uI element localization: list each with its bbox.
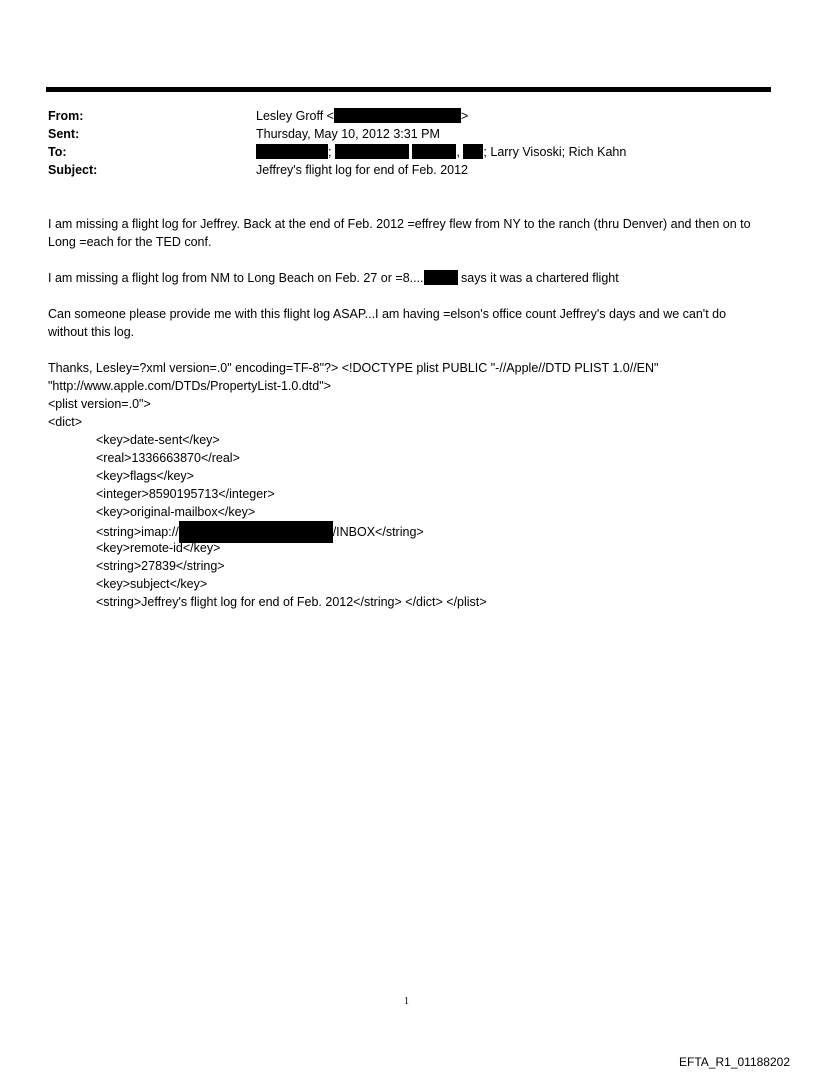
redaction-box <box>256 144 328 159</box>
xml-line: <real>1336663870</real> <box>96 451 240 465</box>
xml-line: <key>subject</key> <box>96 577 208 591</box>
document-id: EFTA_R1_01188202 <box>679 1055 790 1069</box>
body-paragraph-2-start: I am missing a flight log from NM to Long Beach on Feb. 27 or =8.... <box>48 271 424 285</box>
redaction-box <box>463 144 483 159</box>
xml-line-remote-id <box>96 539 220 557</box>
body-paragraph-2-end: says it was a chartered flight <box>457 271 619 285</box>
redaction-box <box>412 144 456 159</box>
body-paragraph-1: I am missing a flight log for Jeffrey. Back at the end of Feb. 2012 =effrey flew from NY to the ranch (thru Denver) and then on to Long =each for the TED conf. <box>48 217 751 249</box>
xml-remote-id-start: <key>remote-id <box>96 541 183 555</box>
body-paragraph-2 <box>48 269 768 287</box>
xml-line: <string>Jeffrey's flight log for end of Feb. 2012</string> </dict> </plist> <box>96 595 487 609</box>
to-separator: , <box>456 145 460 159</box>
redaction-box <box>424 270 458 285</box>
xml-line: <key>date-sent</key> <box>96 433 220 447</box>
from-label: From: <box>48 109 84 123</box>
plist-open: <plist version=.0"> <box>48 397 151 411</box>
xml-remote-id-end: </key> <box>182 541 221 555</box>
to-value <box>256 143 626 161</box>
signature-xml-line-1: Thanks, Lesley=?xml version=.0" encoding=TF-8"?> <!DOCTYPE plist PUBLIC "-//Apple//DTD PLIST 1.0//EN" <box>48 361 659 375</box>
body-paragraph-3: Can someone please provide me with this flight log ASAP...I am having =elson's office count Jeffrey's days and we can't do without this log. <box>48 307 727 339</box>
xml-mailbox-end: /INBOX</string> <box>332 525 424 539</box>
header-rule <box>46 87 771 92</box>
to-label: To: <box>48 145 67 159</box>
from-value <box>256 107 468 125</box>
subject-label: Subject: <box>48 163 98 177</box>
xml-mailbox-start: <string>imap:// <box>96 525 179 539</box>
page-number: 1 <box>404 996 409 1007</box>
xml-line: <key>flags</key> <box>96 469 194 483</box>
to-separator: ; <box>328 145 332 159</box>
xml-line: <string>27839</string> <box>96 559 225 573</box>
dict-open: <dict> <box>48 415 83 429</box>
sent-label: Sent: <box>48 127 80 141</box>
from-close: > <box>460 109 469 123</box>
from-name: Lesley Groff < <box>256 109 334 123</box>
subject-value: Jeffrey's flight log for end of Feb. 2012 <box>256 163 469 177</box>
xml-line: <key>original-mailbox</key> <box>96 505 256 519</box>
signature-xml-line-2: "http://www.apple.com/DTDs/PropertyList-1.0.dtd"> <box>48 379 331 393</box>
to-recipients: ; Larry Visoski; Rich Kahn <box>483 145 627 159</box>
sent-value: Thursday, May 10, 2012 3:31 PM <box>256 127 440 141</box>
xml-line: <integer>8590195713</integer> <box>96 487 275 501</box>
redaction-box <box>334 108 461 123</box>
redaction-box <box>335 144 409 159</box>
